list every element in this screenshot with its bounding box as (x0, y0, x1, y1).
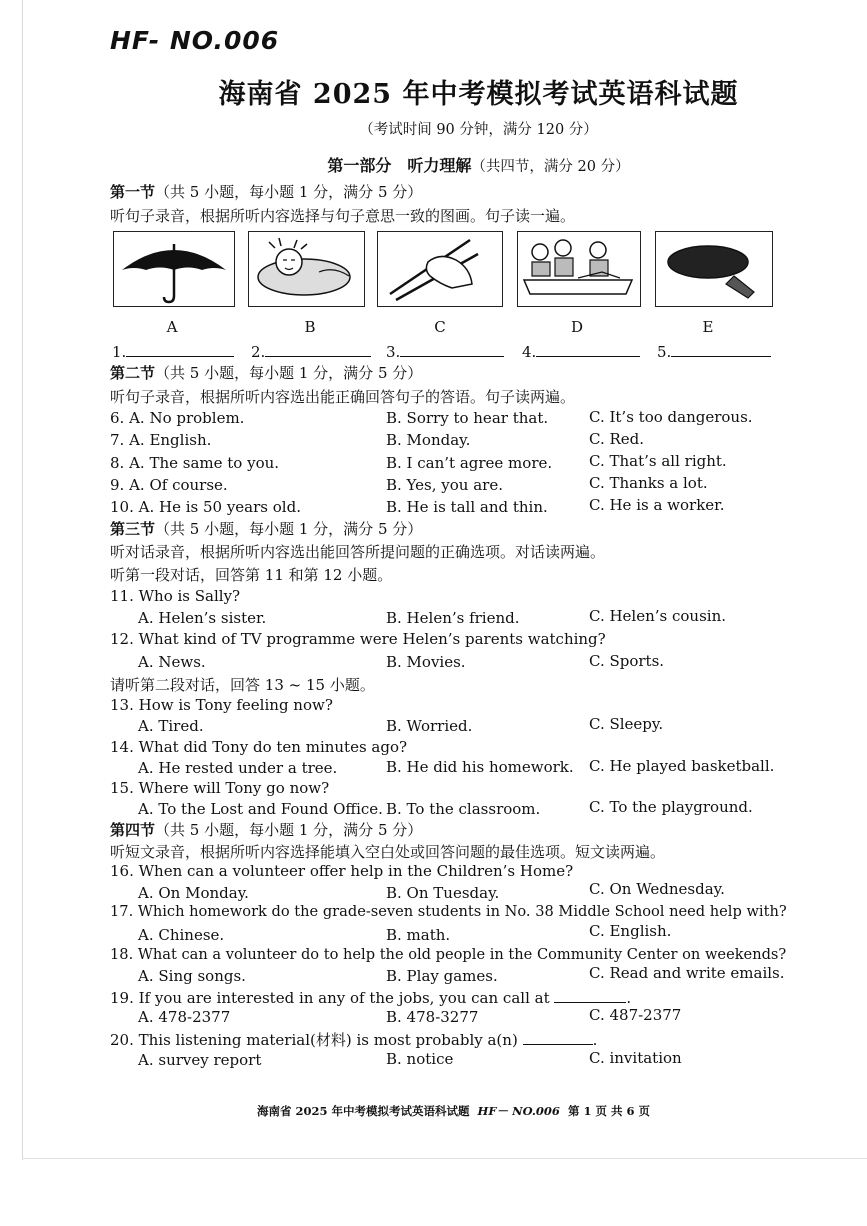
q11-option-b: B. Helen’s friend. (386, 609, 520, 627)
umbrella-icon (113, 231, 235, 307)
q17-option-a: A. Chinese. (138, 926, 225, 944)
q16-question: 16. When can a volunteer offer help in the Children’s Home? (110, 862, 574, 880)
q15-option-a: A. To the Lost and Found Office. (138, 800, 383, 818)
q14-question: 14. What did Tony do ten minutes ago? (110, 738, 408, 756)
q13-option-b: B. Worried. (386, 717, 473, 735)
q9-option-a: 9. A. Of course. (110, 476, 228, 494)
q8-option-b: B. I can’t agree more. (386, 454, 553, 472)
q15-option-c: C. To the playground. (589, 798, 753, 816)
footer-code: HF－ NO.006 (477, 1104, 560, 1118)
q10-option-a: 10. A. He is 50 years old. (110, 498, 301, 516)
q20-option-c: C. invitation (589, 1049, 682, 1067)
answer-blank-2[interactable] (251, 342, 371, 361)
q20-option-a: A. survey report (138, 1051, 262, 1069)
q12-option-a: A. News. (138, 653, 206, 671)
q19-text: 19. If you are interested in any of the jobs, you can call at (110, 989, 550, 1007)
q12-option-b: B. Movies. (386, 653, 466, 671)
page-bottom-edge (22, 1158, 867, 1159)
exam-time-note: （考试时间 90 分钟，满分 120 分） (359, 122, 598, 138)
q12-option-c: C. Sports. (589, 652, 665, 670)
picture-label-a: A (166, 318, 178, 336)
page-footer (0, 1103, 867, 1119)
q11-option-c: C. Helen’s cousin. (589, 607, 727, 625)
q13-option-c: C. Sleepy. (589, 715, 664, 733)
section3-instruction: 听对话录音，根据所听内容选出能回答所提问题的正确选项。对话读两遍。 (110, 543, 606, 561)
q19-blank[interactable] (554, 988, 626, 1003)
section2-note: （共 5 小题，每小题 1 分，满分 5 分） (155, 364, 423, 382)
q19-question: 19. If you are interested in any of the jobs, you can call at . (110, 989, 632, 1007)
q20-blank[interactable] (523, 1030, 593, 1045)
q16-option-b: B. On Tuesday. (386, 884, 500, 902)
q19-option-a: A. 478-2377 (138, 1008, 231, 1026)
blank-number: 1. (112, 343, 127, 361)
section1-title: 第一节 (110, 183, 156, 201)
ping-pong-paddle-icon (655, 231, 773, 307)
q16-option-a: A. On Monday. (138, 884, 249, 902)
q18-option-c: C. Read and write emails. (589, 964, 785, 982)
q11-question: 11. Who is Sally? (110, 587, 241, 605)
picture-label-e: E (702, 318, 714, 336)
q19-option-c: C. 487-2377 (589, 1006, 682, 1024)
picture-label-d: D (570, 318, 584, 336)
q14-option-a: A. He rested under a tree. (138, 759, 338, 777)
q18-question: 18. What can a volunteer do to help the old people in the Community Center on weekends? (110, 946, 787, 963)
blank-number: 5. (657, 343, 672, 361)
q6-option-c: C. It’s too dangerous. (589, 408, 753, 426)
chopsticks-hand-icon (377, 231, 503, 307)
q19-option-b: B. 478-3277 (386, 1008, 479, 1026)
section4-heading (110, 819, 422, 840)
section4-note: （共 5 小题，每小题 1 分，满分 5 分） (155, 821, 423, 839)
q18-option-b: B. Play games. (386, 967, 498, 985)
section3-heading (110, 518, 422, 539)
q17-option-b: B. math. (386, 926, 451, 944)
part-title: 第一部分 听力理解 (327, 156, 472, 175)
q7-option-a: 7. A. English. (110, 431, 212, 449)
q8-option-c: C. That’s all right. (589, 452, 727, 470)
section2-title: 第二节 (110, 364, 156, 382)
q15-option-b: B. To the classroom. (386, 800, 541, 818)
page-title: 海南省 2025 年中考模拟考试英语科试题 (218, 79, 739, 110)
answer-blank-4[interactable] (522, 342, 640, 361)
q11-option-a: A. Helen’s sister. (138, 609, 267, 627)
part-note: （共四节，满分 20 分） (471, 159, 630, 175)
q20-option-b: B. notice (386, 1050, 454, 1068)
q20-question: 20. This listening material(材料) is most probably a(n) . (110, 1031, 598, 1049)
section1-note: （共 5 小题，每小题 1 分，满分 5 分） (155, 183, 423, 201)
students-at-desk-icon (517, 231, 641, 307)
section2-heading (110, 362, 422, 383)
q12-question: 12. What kind of TV programme were Helen’s parents watching? (110, 630, 606, 648)
q7-option-b: B. Monday. (386, 431, 471, 449)
q15-question: 15. Where will Tony go now? (110, 779, 330, 797)
footer-title: 海南省 2025 年中考模拟考试英语科试题 (257, 1104, 470, 1118)
section1-heading (110, 181, 422, 202)
part-heading (0, 153, 867, 176)
q16-option-c: C. On Wednesday. (589, 880, 725, 898)
q9-option-b: B. Yes, you are. (386, 476, 503, 494)
picture-label-b: B (304, 318, 316, 336)
blank-number: 2. (251, 343, 266, 361)
q13-option-a: A. Tired. (138, 717, 204, 735)
q18-option-a: A. Sing songs. (138, 967, 246, 985)
picture-label-c: C (434, 318, 446, 336)
q14-option-c: C. He played basketball. (589, 757, 775, 775)
q10-option-b: B. He is tall and thin. (386, 498, 548, 516)
section2-instruction: 听句子录音，根据所听内容选出能正确回答句子的答语。句子读两遍。 (110, 388, 576, 406)
blank-number: 3. (386, 343, 401, 361)
q10-option-c: C. He is a worker. (589, 496, 725, 514)
q6-option-a: 6. A. No problem. (110, 409, 245, 427)
sick-child-in-bed-icon (248, 231, 365, 307)
section4-instruction: 听短文录音，根据所听内容选择能填入空白处或回答问题的最佳选项。短文读两遍。 (110, 843, 666, 861)
section3-title: 第三节 (110, 520, 156, 538)
q6-option-b: B. Sorry to hear that. (386, 409, 549, 427)
q7-option-c: C. Red. (589, 430, 645, 448)
section1-instruction: 听句子录音，根据所听内容选择与句子意思一致的图画。句子读一遍。 (110, 207, 576, 225)
dialog2-note: 请听第二段对话，回答 13 ~ 15 小题。 (110, 676, 375, 694)
q13-question: 13. How is Tony feeling now? (110, 696, 333, 714)
q17-question: 17. Which homework do the grade-seven students in No. 38 Middle School need help with? (110, 903, 787, 920)
q9-option-c: C. Thanks a lot. (589, 474, 708, 492)
picture-row (113, 231, 773, 311)
section4-title: 第四节 (110, 821, 156, 839)
page-number: 第 1 页 共 6 页 (567, 1104, 650, 1118)
blank-number: 4. (522, 343, 537, 361)
dialog1-note: 听第一段对话，回答第 11 和第 12 小题。 (110, 566, 393, 584)
q20-text: 20. This listening material(材料) is most probably a(n) (110, 1031, 518, 1049)
answer-blank-3[interactable] (386, 342, 504, 361)
section3-note: （共 5 小题，每小题 1 分，满分 5 分） (155, 520, 423, 538)
paper-code: HF- NO.006 (110, 26, 280, 55)
q17-option-c: C. English. (589, 922, 672, 940)
answer-blank-5[interactable] (657, 342, 771, 361)
q14-option-b: B. He did his homework. (386, 758, 574, 776)
answer-blank-1[interactable] (112, 342, 234, 361)
q8-option-a: 8. A. The same to you. (110, 454, 280, 472)
